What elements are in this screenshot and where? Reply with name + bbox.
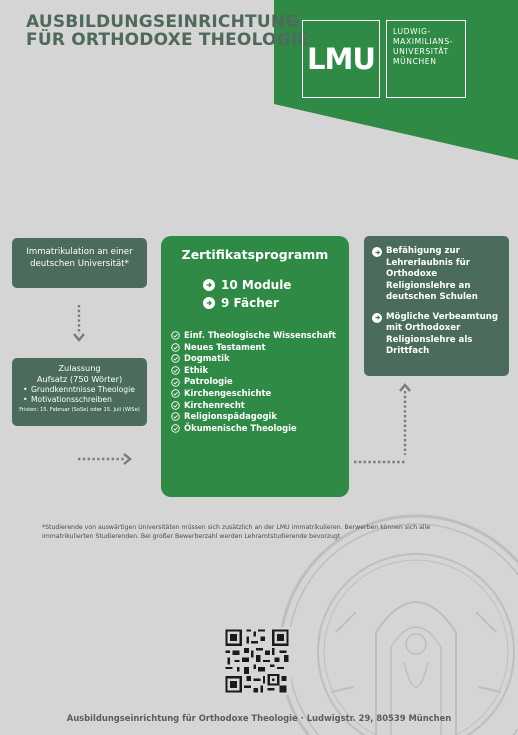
subject-label: Ethik bbox=[184, 364, 209, 375]
subject-item bbox=[171, 330, 339, 342]
dotted-arrow-down bbox=[72, 304, 86, 344]
subject-label: Religionspädagogik bbox=[184, 411, 277, 422]
subjects-label: 9 Fächer bbox=[221, 296, 279, 310]
subject-item bbox=[171, 411, 339, 423]
lmu-logo-mark: LMU bbox=[307, 42, 375, 76]
subject-label: Einf. Theologische Wissenschaft bbox=[184, 330, 336, 340]
subject-item bbox=[171, 376, 339, 388]
aufsatz-heading: Aufsatz (750 Wörter) bbox=[36, 373, 123, 384]
subjects-list bbox=[171, 330, 339, 434]
footer-address: Ausbildungseinrichtung für Orthodoxe Theologie · Ludwigstr. 29, 80539 München bbox=[66, 713, 452, 723]
subject-item bbox=[171, 342, 339, 354]
subject-label: Kirchenrecht bbox=[184, 399, 245, 410]
zulassung-heading: Zulassung bbox=[58, 363, 101, 373]
arrow-right-circle-icon bbox=[203, 279, 215, 291]
university-name-line: MAXIMILIANS- bbox=[393, 37, 454, 46]
outcome-text: Mögliche Verbeamtung mit Orthodoxer Religionslehre als Drittfach bbox=[386, 311, 499, 356]
check-circle-icon bbox=[171, 378, 180, 387]
arrow-right-circle-icon bbox=[372, 247, 382, 257]
university-name-line: UNIVERSITÄT bbox=[393, 47, 449, 56]
university-seal-watermark bbox=[276, 512, 518, 735]
footnote: *Studierende von auswärtigen Universitäten müssen sich zusätzlich an der LMU immatrikulieren. Berwerben können sich alle immatrikulierten Studierenden. Bei großer Bewerberzahl werden Lehramtstudierende bevorzugt bbox=[42, 524, 431, 540]
outcome-text: Befähigung zur Lehrerlaubnis für Orthodoxe Religionslehre an deutschen Schulen bbox=[386, 246, 478, 302]
check-circle-icon bbox=[171, 354, 180, 363]
list-item: • Grundkenntnisse Theologie bbox=[23, 385, 142, 395]
page-title bbox=[26, 13, 309, 49]
check-circle-icon bbox=[171, 389, 180, 398]
check-circle-icon bbox=[171, 331, 180, 340]
subject-item bbox=[171, 423, 339, 435]
subject-label: Dogmatik bbox=[184, 353, 230, 364]
outcomes-box bbox=[364, 236, 509, 376]
title-line-2: FÜR ORTHODOXE THEOLOGIE bbox=[26, 30, 310, 50]
dotted-arrow-right bbox=[77, 452, 135, 466]
subject-label: Patrologie bbox=[184, 376, 233, 387]
check-circle-icon bbox=[171, 424, 180, 433]
step-immatrikulation-text: Immatrikulation an einer deutschen Universität* bbox=[26, 247, 133, 269]
qr-code[interactable] bbox=[223, 627, 291, 695]
subject-label: Kirchengeschichte bbox=[184, 387, 272, 398]
deadline-text: Fristen: 15. Februar (SoSe) oder 15. Juli (WiSe) bbox=[19, 407, 140, 413]
outcome-item bbox=[372, 246, 501, 304]
subject-item bbox=[171, 388, 339, 400]
university-name-line: LUDWIG- bbox=[393, 27, 431, 36]
outcome-item bbox=[372, 312, 501, 358]
subject-label: Neues Testament bbox=[184, 341, 266, 352]
program-title: Zertifikatsprogramm bbox=[181, 247, 329, 262]
subject-item bbox=[171, 400, 339, 412]
arrow-right-circle-icon bbox=[203, 297, 215, 309]
step-immatrikulation bbox=[12, 238, 147, 288]
subject-item bbox=[171, 353, 339, 365]
lmu-logo bbox=[302, 20, 380, 98]
dotted-connector bbox=[352, 455, 408, 469]
university-name bbox=[386, 20, 466, 98]
arrow-right-circle-icon bbox=[372, 313, 382, 323]
university-name-line: MÜNCHEN bbox=[393, 57, 437, 66]
modules-label: 10 Module bbox=[221, 278, 292, 292]
check-circle-icon bbox=[171, 412, 180, 421]
modules-row bbox=[203, 276, 339, 294]
subjects-row bbox=[203, 294, 339, 312]
zulassung-list bbox=[17, 385, 142, 405]
check-circle-icon bbox=[171, 343, 180, 352]
subject-label: Ökumenische Theologie bbox=[184, 422, 297, 433]
title-line-1: AUSBILDUNGSEINRICHTUNG bbox=[26, 12, 300, 32]
check-circle-icon bbox=[171, 401, 180, 410]
check-circle-icon bbox=[171, 366, 180, 375]
step-zulassung bbox=[12, 358, 147, 426]
dotted-arrow-up bbox=[398, 383, 412, 463]
subject-item bbox=[171, 365, 339, 377]
zertifikatsprogramm-box bbox=[161, 236, 349, 497]
list-item: • Motivationsschreiben bbox=[23, 395, 142, 405]
